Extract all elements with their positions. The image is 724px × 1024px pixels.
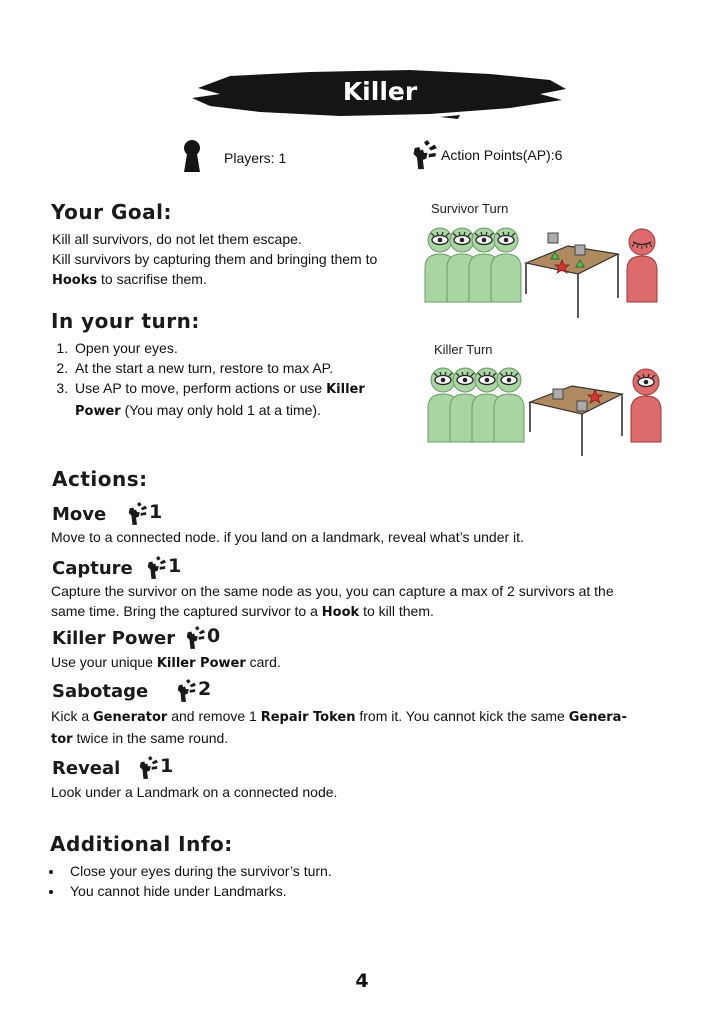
turn-step-2: 2. At the start a new turn, restore to max AP.	[72, 358, 410, 378]
killer-power-description	[51, 652, 281, 674]
additional-item-2: • You cannot hide under Landmarks.	[64, 881, 546, 901]
capture-desc-line-1: Capture the survivor on the same node as you, you can capture a max of 2 survivors at the	[51, 583, 614, 599]
goal-text	[52, 229, 412, 291]
title-banner	[190, 62, 570, 124]
killer-figure	[627, 229, 657, 302]
action-points: Action Points(AP):6	[441, 147, 563, 163]
killer-power-title: Killer Power	[52, 628, 176, 649]
page-number: 4	[355, 970, 369, 992]
goal-line-3-rest: to sacrifise them.	[97, 271, 207, 287]
turn-steps	[50, 338, 410, 422]
actions-heading: Actions:	[52, 467, 148, 491]
killer-power-desc-pre: Use your unique	[51, 654, 157, 670]
survivors-group	[425, 228, 521, 302]
killer-turn-illustration	[420, 360, 670, 460]
killer-figure-awake	[631, 369, 661, 442]
move-fist-icon	[126, 500, 148, 526]
power-term: Power	[75, 404, 121, 419]
killer-power-term: Killer Power	[156, 656, 246, 671]
killer-power-cost: 0	[207, 625, 221, 647]
repair-token-term: Repair Token	[260, 710, 356, 725]
additional-list	[46, 861, 546, 901]
generator-term: Generator	[93, 710, 168, 725]
pawn-icon	[181, 139, 203, 173]
turn-step-3-rest: (You may only hold 1 at a time).	[120, 402, 321, 418]
page-title: Killer	[342, 77, 418, 106]
reveal-description: Look under a Landmark on a connected node.	[51, 784, 338, 800]
sabotage-desc-pre: Kick a	[51, 708, 94, 724]
hook-term: Hook	[321, 605, 360, 620]
fist-icon	[410, 138, 438, 170]
killer-turn-label: Killer Turn	[434, 342, 493, 357]
hooks-term: Hooks	[52, 273, 98, 288]
additional-item-1: • Close your eyes during the survivor’s turn.	[64, 861, 546, 881]
goal-line-3	[52, 269, 412, 291]
capture-title: Capture	[52, 558, 133, 579]
turn-step-3-pre: Use AP to move, perform actions or use	[75, 380, 327, 396]
players-count: Players: 1	[224, 150, 287, 166]
sabotage-title: Sabotage	[52, 681, 149, 702]
move-description: Move to a connected node. if you land on a landmark, reveal what’s under it.	[51, 529, 524, 545]
table	[526, 233, 618, 318]
turn-step-3	[72, 378, 410, 422]
sabotage-fist-icon	[175, 677, 197, 703]
goal-line-1: Kill all survivors, do not let them escape.	[52, 231, 302, 247]
survivor-turn-label: Survivor Turn	[431, 201, 509, 216]
capture-desc-pre: same time. Bring the captured survivor to a	[51, 603, 322, 619]
killer-power-desc-rest: card.	[245, 654, 281, 670]
capture-fist-icon	[145, 554, 167, 580]
reveal-title: Reveal	[52, 758, 121, 779]
turn-step-1: 1. Open your eyes.	[72, 338, 410, 358]
sabotage-desc-line-1	[51, 706, 701, 728]
table-killer-turn	[530, 386, 622, 456]
reveal-cost: 1	[160, 755, 174, 777]
goal-heading: Your Goal:	[51, 200, 172, 224]
capture-desc-rest: to kill them.	[359, 603, 434, 619]
capture-desc-line-2	[51, 601, 691, 623]
sabotage-cost: 2	[198, 678, 212, 700]
sabotage-desc-line-2	[51, 728, 701, 750]
survivor-turn-illustration	[420, 218, 670, 322]
capture-cost: 1	[168, 555, 182, 577]
sabotage-desc-mid-2: from it. You cannot kick the same	[355, 708, 569, 724]
killer-term: Killer	[326, 382, 365, 397]
turn-heading: In your turn:	[51, 309, 200, 333]
move-cost: 1	[149, 501, 163, 523]
generator-term-split-1: Genera-	[568, 710, 627, 725]
goal-line-2: Kill survivors by capturing them and bringing them to	[52, 251, 378, 267]
sabotage-description	[51, 706, 701, 750]
additional-heading: Additional Info:	[50, 832, 233, 856]
capture-description	[51, 581, 691, 623]
generator-term-split-2: tor	[51, 732, 73, 747]
sabotage-desc-rest: twice in the same round.	[72, 730, 229, 746]
survivors-group-killer-turn	[428, 368, 524, 442]
sabotage-desc-mid-1: and remove 1	[167, 708, 261, 724]
killer-power-fist-icon	[184, 624, 206, 650]
reveal-fist-icon	[137, 754, 159, 780]
move-title: Move	[52, 504, 107, 525]
